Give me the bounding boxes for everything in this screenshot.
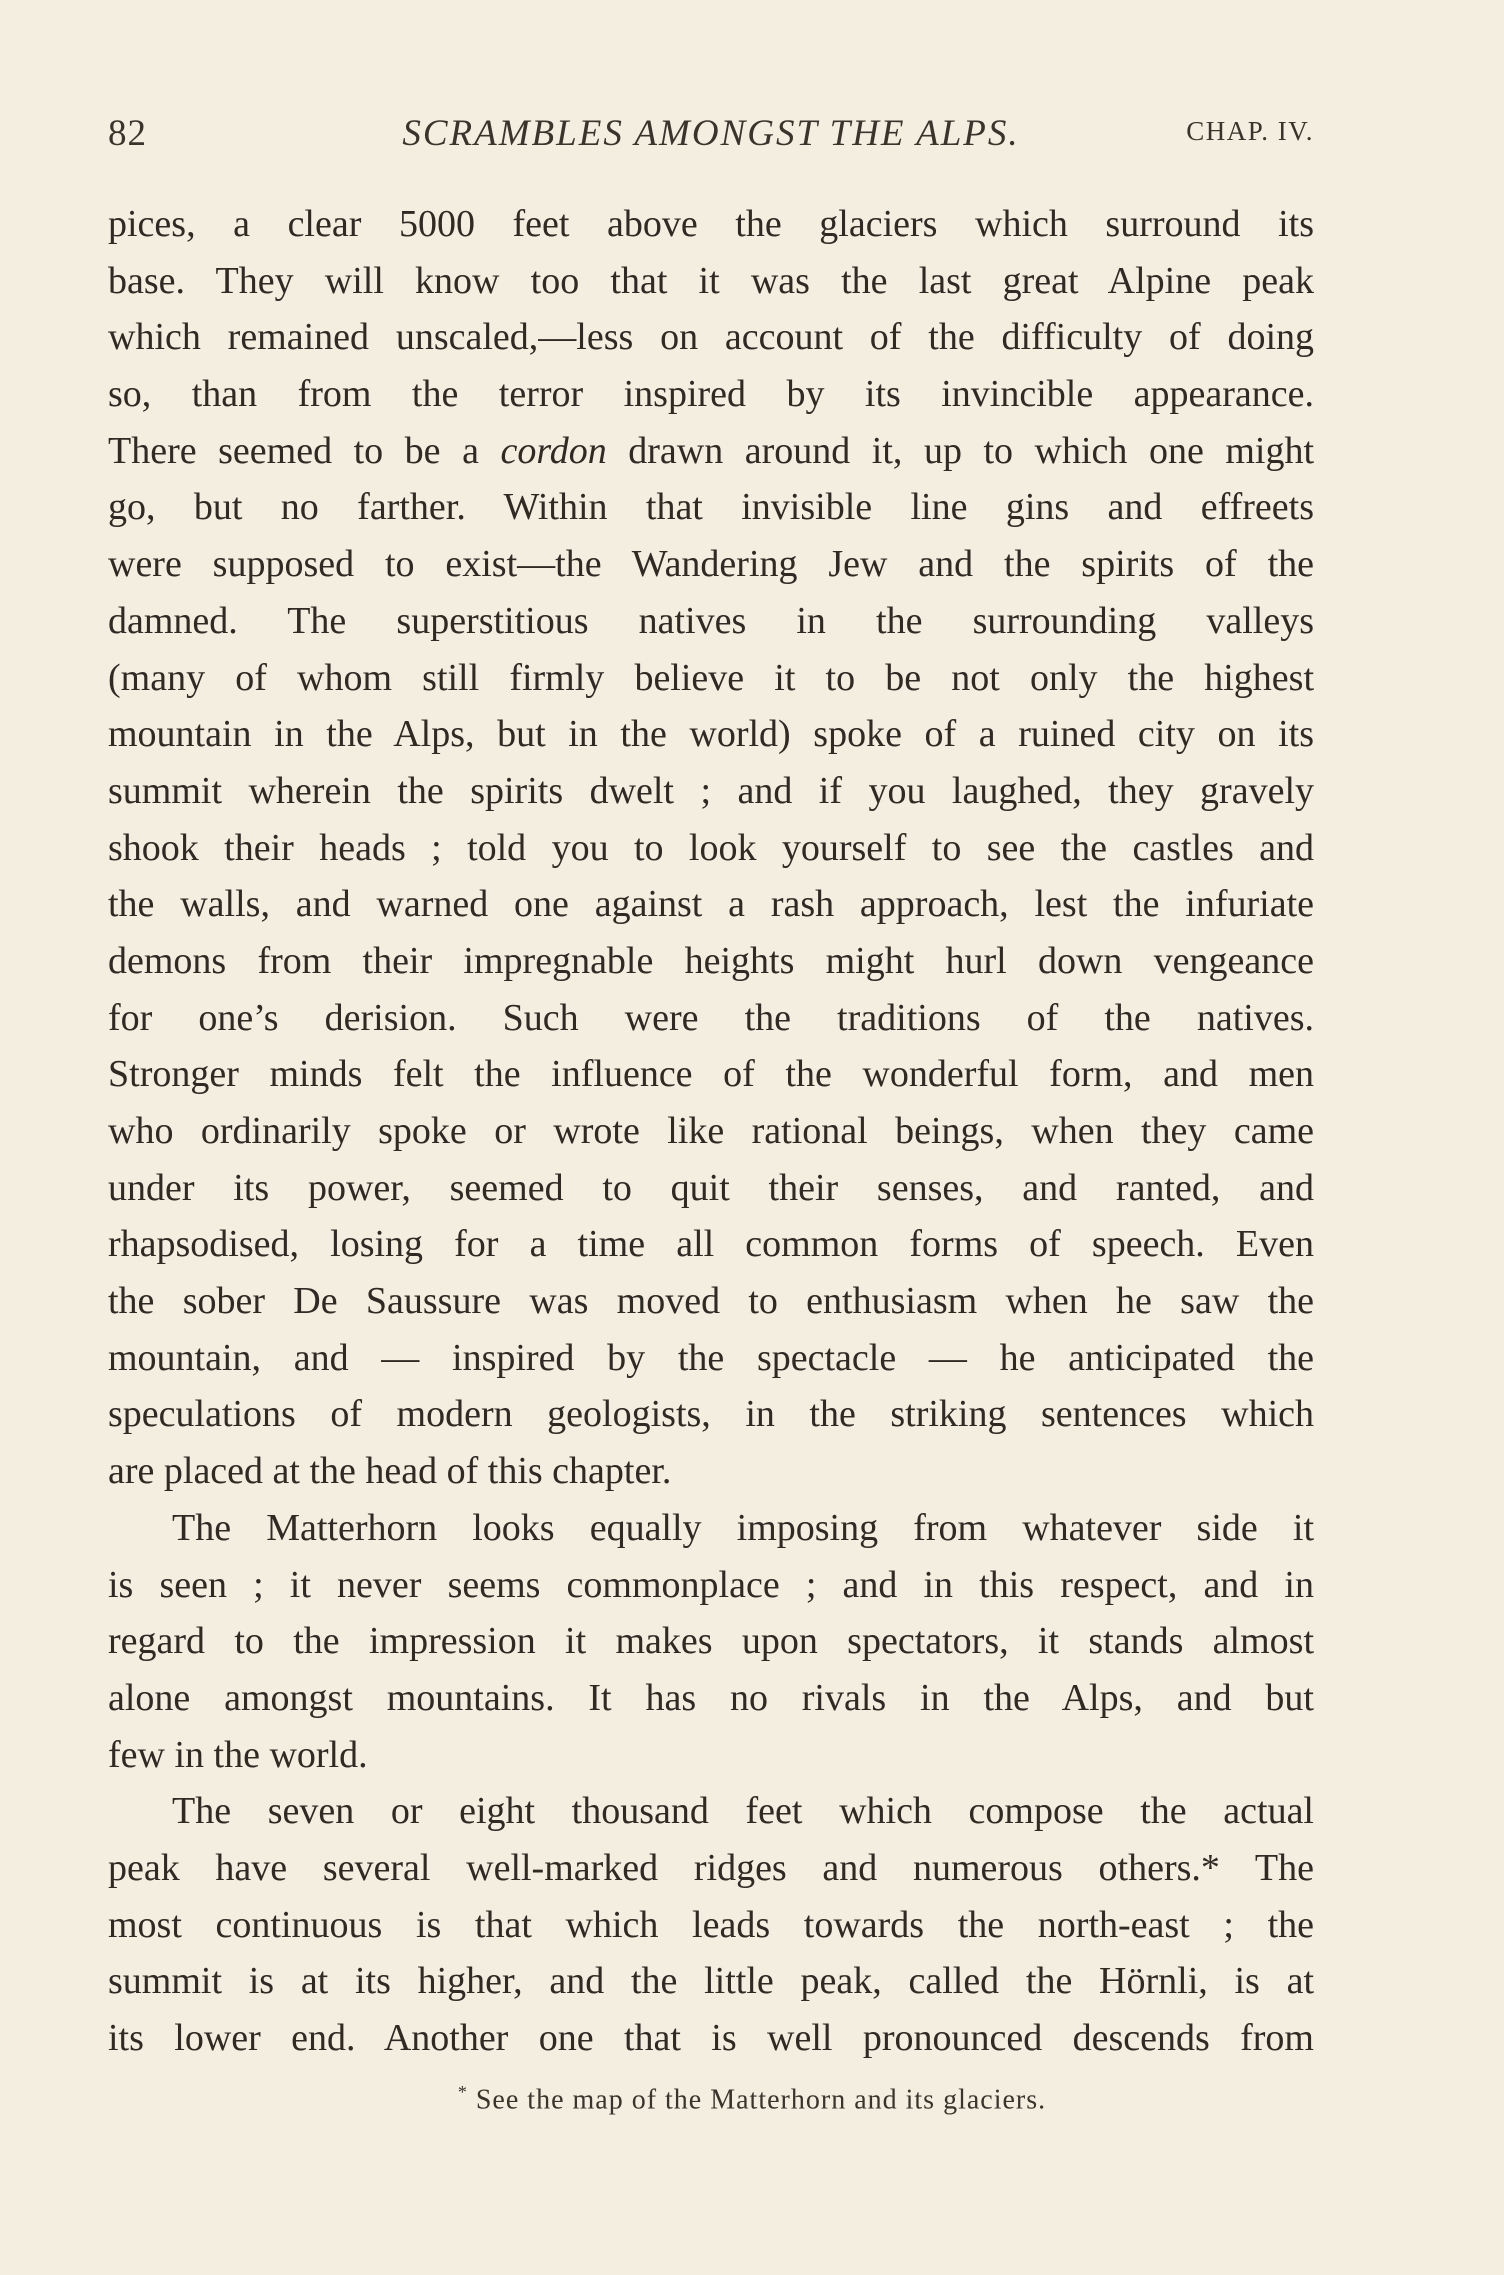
text-line: were supposed to exist—the Wandering Jew and the spirits of the <box>108 543 1314 586</box>
footnote-reference: * <box>1200 1846 1220 1889</box>
text-line <box>108 1840 1314 1897</box>
text-line: for one’s derision. Such were the traditions of the natives. <box>108 996 1314 1039</box>
text-line: summit wherein the spirits dwelt ; and if you laughed, they gravely <box>108 769 1314 812</box>
text-line: alone amongst mountains. It has no rivals in the Alps, and but <box>108 1676 1314 1719</box>
book-title: SCRAMBLES AMONGST THE ALPS. <box>402 113 1020 154</box>
text-line: who ordinarily spoke or wrote like rational beings, when they came <box>108 1110 1314 1152</box>
text-line: so, than from the terror inspired by its invincible appearance. <box>108 373 1314 416</box>
text-line: summit is at its higher, and the little peak, called the Hörnli, is at <box>108 1960 1314 2003</box>
text-line: base. They will know too that it was the last great Alpine peak <box>108 259 1314 302</box>
text-line: speculations of modern geologists, in the striking sentences which <box>108 1393 1314 1436</box>
text-line: demons from their impregnable heights might hurl down vengeance <box>108 939 1314 982</box>
footnote-mark: * <box>457 2082 468 2102</box>
text-line: are placed at the head of this chapter. <box>108 1450 672 1493</box>
text-line: The Matterhorn looks equally imposing from whatever side it <box>172 1506 1314 1549</box>
text-segment: peak have several well-marked ridges and numerous others. <box>108 1846 1201 1889</box>
text-line: the walls, and warned one against a rash approach, lest the infuriate <box>108 883 1314 926</box>
text-segment: There seemed to be a <box>108 429 479 472</box>
text-line: damned. The superstitious natives in the surrounding valleys <box>108 599 1314 642</box>
text-line <box>108 423 1314 480</box>
running-head <box>108 112 1314 162</box>
text-line: mountain in the Alps, but in the world) spoke of a ruined city on its <box>108 713 1314 756</box>
text-line: shook their heads ; told you to look yourself to see the castles and <box>108 826 1314 869</box>
text-line: the sober De Saussure was moved to enthusiasm when he saw the <box>108 1280 1314 1323</box>
body-text <box>108 196 1314 2067</box>
text-line: under its power, seemed to quit their senses, and ranted, and <box>108 1166 1314 1209</box>
text-line: regard to the impression it makes upon spectators, it stands almost <box>108 1620 1314 1663</box>
text-segment: The <box>1254 1846 1314 1889</box>
chapter-label: CHAP. IV. <box>1186 116 1314 146</box>
text-line: is seen ; it never seems commonplace ; and in this respect, and in <box>108 1563 1314 1606</box>
text-line: The seven or eight thousand feet which compose the actual <box>172 1790 1314 1833</box>
footnote-text: See the map of the Matterhorn and its glaciers. <box>475 2084 1047 2116</box>
text-line: Stronger minds felt the influence of the wonderful form, and men <box>108 1053 1314 1096</box>
text-line: rhapsodised, losing for a time all common forms of speech. Even <box>108 1223 1314 1266</box>
text-line: most continuous is that which leads towards the north-east ; the <box>108 1903 1314 1946</box>
text-line: (many of whom still firmly believe it to be not only the highest <box>108 656 1314 699</box>
text-line: mountain, and — inspired by the spectacle — he anticipated the <box>108 1336 1314 1379</box>
footnote <box>0 2082 1504 2116</box>
text-line: its lower end. Another one that is well pronounced descends from <box>108 2017 1314 2059</box>
text-line: which remained unscaled,—less on account of the difficulty of doing <box>108 316 1314 359</box>
text-line: go, but no farther. Within that invisible line gins and effreets <box>108 486 1314 529</box>
text-line: pices, a clear 5000 feet above the glaciers which surround its <box>108 203 1314 245</box>
page-number: 82 <box>108 113 147 154</box>
text-line: few in the world. <box>108 1733 368 1776</box>
italic-word: cordon <box>500 429 607 472</box>
text-segment: drawn around it, up to which one might <box>628 429 1314 472</box>
